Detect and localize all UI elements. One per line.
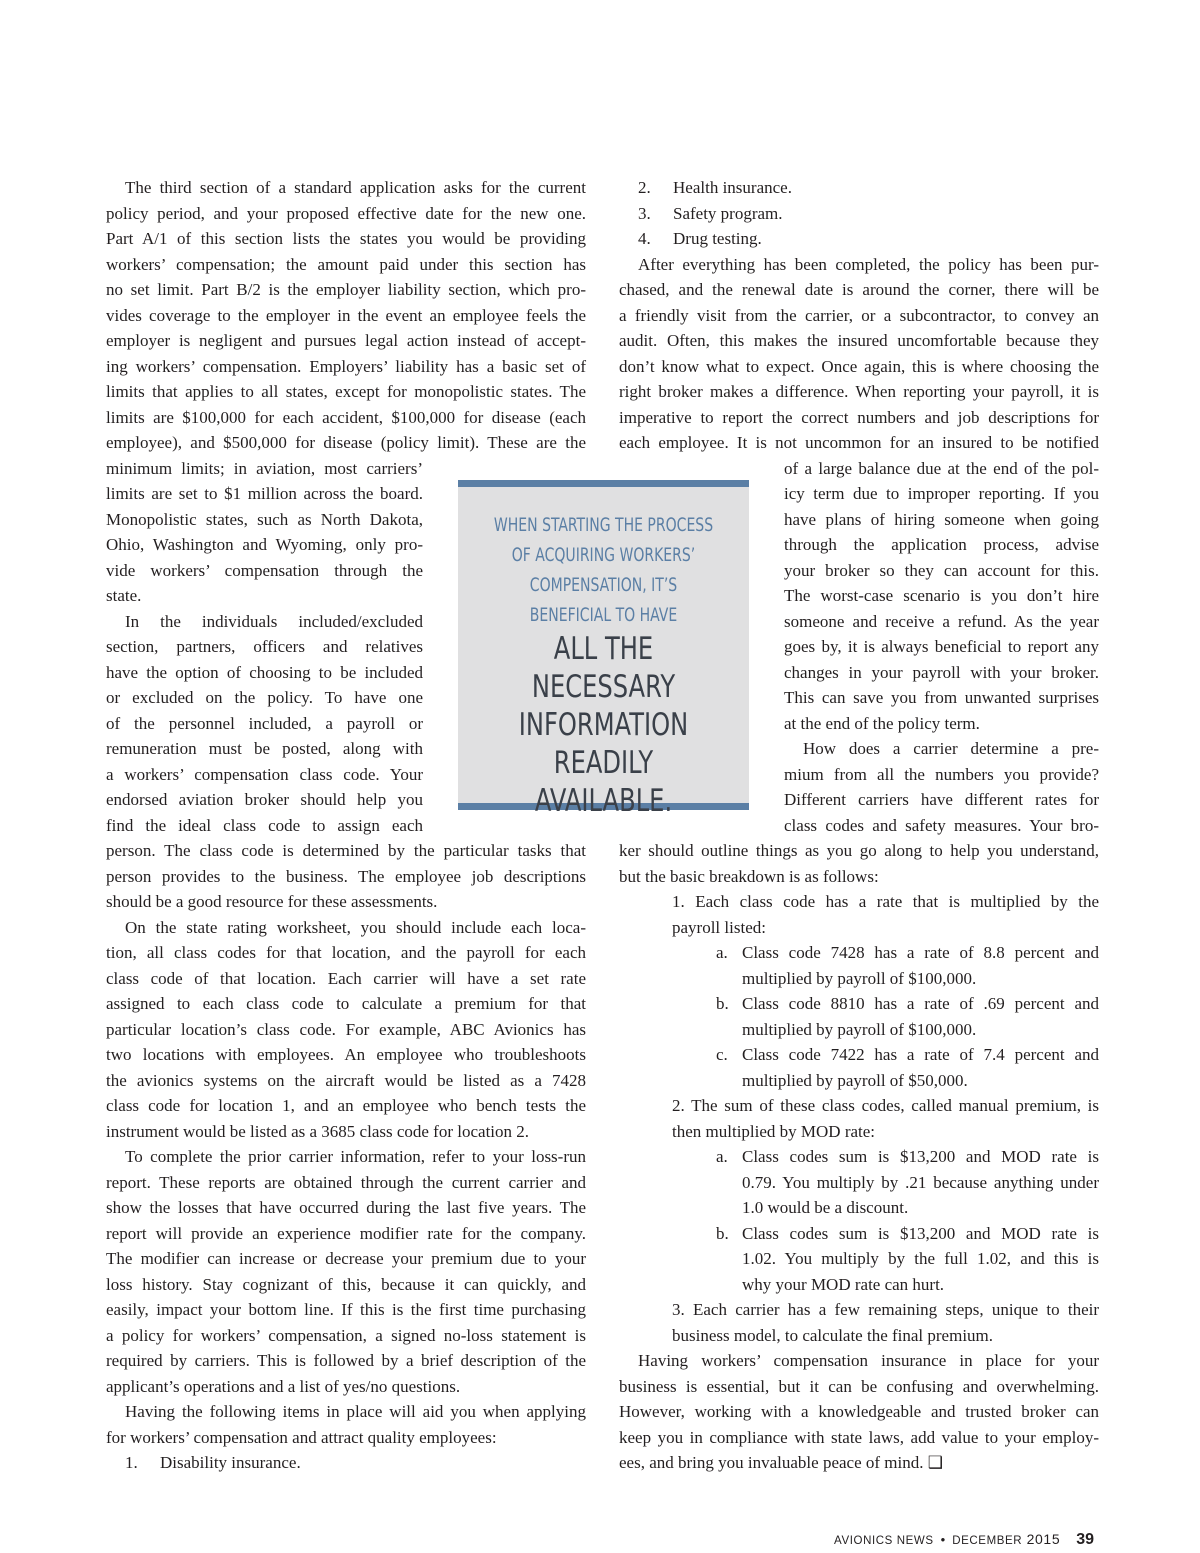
list-number: 3.	[638, 203, 651, 223]
paragraph-line: your broker so they can account for this.	[784, 560, 1099, 580]
paragraph-line: tion, all class codes for that location, and the payroll for each	[106, 943, 586, 962]
paragraph-line: report. These reports are obtained through the current carrier and	[106, 1172, 586, 1192]
issue-month: DECEMBER	[952, 1535, 1023, 1547]
paragraph-line: changes in your payroll with your broker.	[784, 662, 1099, 682]
paragraph-line: person provides to the business. The employee job descriptions	[106, 866, 586, 886]
paragraph-line: or excluded on the policy. To have one	[106, 688, 423, 707]
sub-step-line: why your MOD rate can hurt.	[742, 1274, 945, 1294]
pull-quote-big-line: READILY AVAILABLE.	[534, 745, 673, 819]
paragraph-line: someone and receive a refund. As the year	[784, 611, 1099, 631]
paragraph-line: Having workers’ compensation insurance in place for your	[638, 1351, 1099, 1370]
paragraph-line: imperative to report the correct numbers and job descriptions for	[619, 407, 1099, 427]
pull-quote-small-line: OF ACQUIRING WORKERS’	[511, 544, 696, 566]
paragraph-line: required by carriers. This is followed by a brief description of the	[106, 1351, 586, 1370]
sub-step-line: Class code 7422 has a rate of 7.4 percent and	[742, 1045, 1099, 1064]
list-number: b.	[716, 1223, 729, 1243]
paragraph-line: instrument would be listed as a 3685 class code for location 2.	[106, 1121, 530, 1141]
paragraph-line: After everything has been completed, the policy has been pur-	[638, 254, 1099, 274]
paragraph-line: the avionics systems on the aircraft would be listed as a 7428	[106, 1070, 586, 1090]
list-number: a.	[716, 1147, 728, 1166]
paragraph-line: endorsed aviation broker should help you	[106, 790, 423, 809]
list-number: 4.	[638, 229, 651, 248]
paragraph-line: assigned to each class code to calculate a premium for that	[106, 994, 586, 1013]
step-line: 3. Each carrier has a few remaining steps, unique to their	[672, 1300, 1099, 1319]
list-number: c.	[716, 1045, 728, 1064]
paragraph-line: Part A/1 of this section lists the states you would be providing	[106, 229, 586, 248]
paragraph-line: Ohio, Washington and Wyoming, only pro-	[106, 535, 423, 554]
paragraph-line: The modifier can increase or decrease your premium due to your	[106, 1249, 586, 1268]
list-number: b.	[716, 994, 729, 1013]
paragraph-line: applicant’s operations and a list of yes/no questions.	[106, 1376, 461, 1396]
paragraph-line: Monopolistic states, such as North Dakota,	[106, 509, 423, 529]
paragraph-line: no set limit. Part B/2 is the employer liability section, which pro-	[106, 280, 586, 299]
paragraph-line: ees, and bring you invaluable peace of mind. ❑	[619, 1453, 943, 1472]
paragraph-line: easily, impact your bottom line. If this is the first time purchasing	[106, 1300, 586, 1319]
paragraph-line: mium from all the numbers you provide?	[784, 764, 1099, 784]
paragraph-line: a workers’ compensation class code. Your	[106, 764, 423, 784]
paragraph-line: class code of that location. Each carrier will have a set rate	[106, 968, 586, 988]
step-line: then multiplied by MOD rate:	[672, 1121, 876, 1141]
paragraph-line: On the state rating worksheet, you should include each loca-	[125, 917, 586, 937]
publication-name: AVIONICS NEWS	[834, 1535, 934, 1547]
sub-step-line: multiplied by payroll of $100,000.	[742, 1019, 977, 1039]
paragraph-line: chased, and the renewal date is around the corner, there will be	[619, 280, 1099, 299]
paragraph-line: state.	[106, 586, 142, 605]
paragraph-line: of a large balance due at the end of the pol-	[784, 458, 1099, 478]
paragraph-line: policy period, and your proposed effective date for the new one.	[106, 203, 586, 223]
paragraph-line: In the individuals included/excluded	[125, 611, 423, 631]
paragraph-line: class code for location 1, and an employee who bench tests the	[106, 1096, 586, 1115]
paragraph-line: for workers’ compensation and attract quality employees:	[106, 1427, 497, 1447]
step-line: payroll listed:	[672, 917, 766, 937]
paragraph-line: particular location’s class code. For example, ABC Avionics has	[106, 1019, 586, 1039]
list-item: Safety program.	[673, 203, 783, 223]
paragraph-line: keep you in compliance with state laws, add value to your employ-	[619, 1427, 1099, 1447]
sub-step-line: 1.0 would be a discount.	[742, 1198, 909, 1217]
pull-quote-small-line: BENEFICIAL TO HAVE	[529, 604, 678, 626]
sub-step-line: Class codes sum is $13,200 and MOD rate is	[742, 1147, 1099, 1166]
paragraph-line: goes by, it is always beneficial to report any	[784, 637, 1099, 656]
pull-quote-small-line: COMPENSATION, IT’S	[529, 574, 678, 596]
paragraph-line: through the application process, advise	[784, 535, 1099, 554]
paragraph-line: business is essential, but it can be confusing and overwhelming.	[619, 1376, 1099, 1396]
list-number: a.	[716, 943, 728, 962]
pull-quote-big-line: INFORMATION	[518, 707, 689, 743]
paragraph-line: vide workers’ compensation through the	[106, 560, 423, 580]
step-line: 1. Each class code has a rate that is multiplied by the	[672, 892, 1099, 911]
paragraph-line: two locations with employees. An employee who troubleshoots	[106, 1045, 586, 1064]
paragraph-line: workers’ compensation; the amount paid under this section has	[106, 254, 586, 274]
paragraph-line: class codes and safety measures. Your bro-	[784, 815, 1099, 835]
paragraph-line: loss history. Stay cognizant of this, because it can quickly, and	[106, 1274, 586, 1294]
paragraph-line: don’t know what to expect. Once again, this is where choosing the	[619, 356, 1099, 376]
paragraph-line: limits are set to $1 million across the board.	[106, 484, 423, 503]
paragraph-line: employee), and $500,000 for disease (policy limit). These are the	[106, 433, 586, 452]
paragraph-line: a policy for workers’ compensation, a signed no-loss statement is	[106, 1325, 586, 1345]
list-item: Health insurance.	[673, 178, 792, 197]
paragraph-line: However, working with a knowledgeable and trusted broker can	[619, 1402, 1099, 1421]
paragraph-line: section, partners, officers and relatives	[106, 637, 423, 656]
paragraph-line: This can save you from unwanted surprises	[784, 688, 1099, 707]
paragraph-line: audit. Often, this makes the insured uncomfortable because they	[619, 331, 1099, 350]
sub-step-line: Class code 7428 has a rate of 8.8 percent and	[742, 943, 1099, 962]
footer-separator: •	[940, 1532, 946, 1547]
paragraph-line: person. The class code is determined by the particular tasks that	[106, 841, 586, 860]
paragraph-line: To complete the prior carrier information, refer to your loss-run	[125, 1147, 586, 1166]
paragraph-line: have plans of hiring someone when going	[784, 509, 1099, 529]
page-number: 39	[1076, 1531, 1094, 1548]
paragraph-line: right broker makes a difference. When reporting your payroll, it is	[619, 382, 1099, 401]
step-line: 2. The sum of these class codes, called manual premium, is	[672, 1096, 1099, 1115]
list-item: Drug testing.	[673, 229, 762, 248]
paragraph-line: have the option of choosing to be included	[106, 662, 423, 682]
paragraph-line: limits that applies to all states, except for monopolistic states. The	[106, 382, 586, 401]
paragraph-line: limits are $100,000 for each accident, $100,000 for disease (each	[106, 407, 586, 427]
sub-step-line: 0.79. You multiply by .21 because anything under	[742, 1172, 1099, 1192]
pull-quote-big-line: ALL THE	[553, 631, 654, 667]
paragraph-line: icy term due to improper reporting. If you	[784, 484, 1099, 503]
paragraph-line: each employee. It is not uncommon for an insured to be notified	[619, 433, 1099, 452]
pull-quote-big-line: NECESSARY	[531, 669, 676, 705]
paragraph-line: find the ideal class code to assign each	[106, 815, 423, 835]
sub-step-line: 1.02. You multiply by the full 1.02, and this is	[742, 1249, 1099, 1268]
paragraph-line: remuneration must be posted, along with	[106, 739, 423, 758]
paragraph-line: show the losses that have occurred during the last five years. The	[106, 1198, 586, 1217]
paragraph-line: report will provide an experience modifier rate for the company.	[106, 1223, 586, 1243]
pull-quote	[458, 480, 749, 819]
sub-step-line: multiplied by payroll of $100,000.	[742, 968, 977, 988]
paragraph-line: ing workers’ compensation. Employers’ liability has a basic set of	[106, 356, 586, 376]
page-footer	[834, 1527, 1094, 1553]
paragraph-line: Having the following items in place will aid you when applying	[125, 1402, 586, 1421]
paragraph-line: How does a carrier determine a pre-	[803, 739, 1099, 758]
paragraph-line: vides coverage to the employer in the event an employee feels the	[106, 305, 586, 325]
paragraph-line: Different carriers have different rates for	[784, 790, 1099, 809]
list-item: Disability insurance.	[160, 1453, 301, 1472]
sub-step-line: Class codes sum is $13,200 and MOD rate is	[742, 1223, 1099, 1243]
paragraph-line: of the personnel included, a payroll or	[106, 713, 423, 733]
paragraph-line: The third section of a standard application asks for the current	[125, 178, 586, 197]
paragraph-line: should be a good resource for these assessments.	[106, 892, 438, 911]
paragraph-line: ker should outline things as you go along to help you understand,	[619, 841, 1099, 860]
list-number: 2.	[638, 178, 651, 197]
paragraph-line: at the end of the policy term.	[784, 713, 980, 733]
step-line: business model, to calculate the final premium.	[672, 1325, 994, 1345]
paragraph-line: a friendly visit from the carrier, or a subcontractor, to convey an	[619, 305, 1099, 325]
paragraph-line: but the basic breakdown is as follows:	[619, 866, 879, 886]
paragraph-line: The worst-case scenario is you don’t hire	[784, 586, 1099, 605]
issue-year: 2015	[1026, 1531, 1061, 1547]
list-number: 1.	[125, 1453, 138, 1472]
paragraph-line: employer is negligent and pursues legal action instead of accept-	[106, 331, 586, 350]
pull-quote-small-line: WHEN STARTING THE PROCESS	[493, 514, 714, 536]
sub-step-line: Class code 8810 has a rate of .69 percent and	[742, 994, 1099, 1013]
sub-step-line: multiplied by payroll of $50,000.	[742, 1070, 968, 1090]
paragraph-line: minimum limits; in aviation, most carriers’	[106, 458, 423, 478]
